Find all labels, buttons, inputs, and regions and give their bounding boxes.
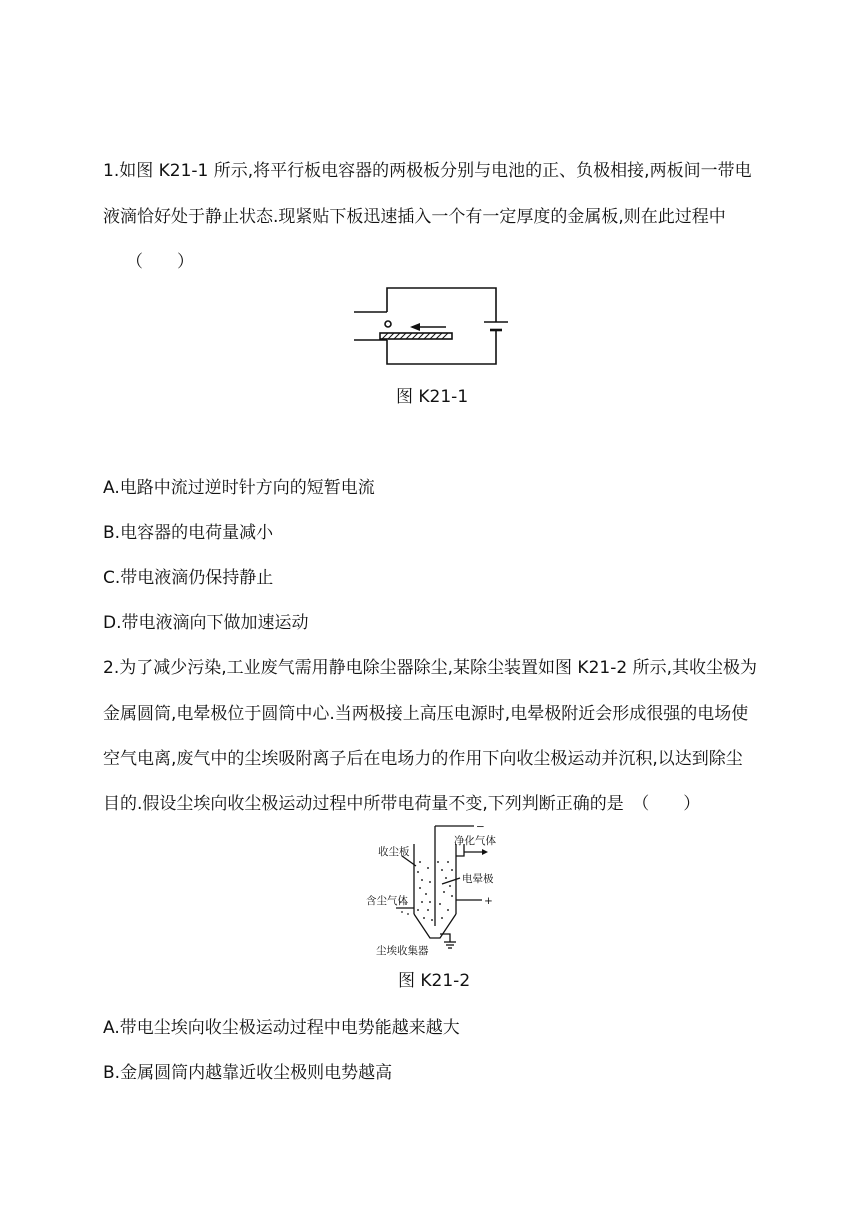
q2-option-b: B.金属圆筒内越靠近收尘极则电势越高 bbox=[103, 1063, 393, 1083]
q2-option-a: A.带电尘埃向收尘极运动过程中电势能越来越大 bbox=[103, 1018, 460, 1038]
figure-k21-2-caption: 图 K21-2 bbox=[398, 971, 471, 991]
charged-droplet bbox=[385, 321, 391, 327]
q1-answer-blank: （ ） bbox=[126, 252, 194, 272]
q2-stem-line-4: 目的.假设尘埃向收尘极运动过程中所带电荷量不变,下列判断正确的是 （ ） bbox=[103, 794, 701, 814]
label-clean-gas: 净化气体 bbox=[454, 835, 496, 847]
q2-stem-line-3: 空气电离,废气中的尘埃吸附离子后在电场力的作用下向收尘极运动并沉积,以达到除尘 bbox=[103, 749, 743, 769]
q1-option-a: A.电路中流过逆时针方向的短暂电流 bbox=[103, 478, 375, 498]
label-minus: − bbox=[476, 821, 485, 833]
q1-option-b: B.电容器的电荷量减小 bbox=[103, 523, 274, 543]
label-dusty-gas: 含尘气体 bbox=[366, 895, 408, 907]
label-dust-collector: 尘埃收集器 bbox=[376, 945, 429, 957]
label-corona: 电晕极 bbox=[462, 873, 494, 885]
q1-stem-line-2: 液滴恰好处于静止状态.现紧贴下板迅速插入一个有一定厚度的金属板,则在此过程中 bbox=[103, 207, 726, 227]
figure-k21-2 bbox=[358, 822, 538, 962]
figure-k21-1-caption: 图 K21-1 bbox=[396, 387, 469, 407]
upper-wire bbox=[387, 288, 496, 322]
q1-option-c: C.带电液滴仍保持静止 bbox=[103, 568, 274, 588]
arrow-head bbox=[410, 323, 420, 331]
q2-stem-line-1: 2.为了减少污染,工业废气需用静电除尘器除尘,某除尘装置如图 K21-2 所示,其收尘极为 bbox=[103, 658, 757, 678]
label-collector: 收尘板 bbox=[378, 846, 410, 858]
q1-option-d: D.带电液滴向下做加速运动 bbox=[103, 613, 309, 633]
figure-k21-1 bbox=[350, 284, 510, 370]
q1-stem-line-1: 1.如图 K21-1 所示,将平行板电容器的两极板分别与电池的正、负极相接,两板间一带电 bbox=[103, 161, 752, 181]
label-plus: + bbox=[484, 895, 493, 907]
q2-stem-line-2: 金属圆筒,电晕极位于圆筒中心.当两极接上高压电源时,电晕极附近会形成很强的电场使 bbox=[103, 704, 749, 724]
